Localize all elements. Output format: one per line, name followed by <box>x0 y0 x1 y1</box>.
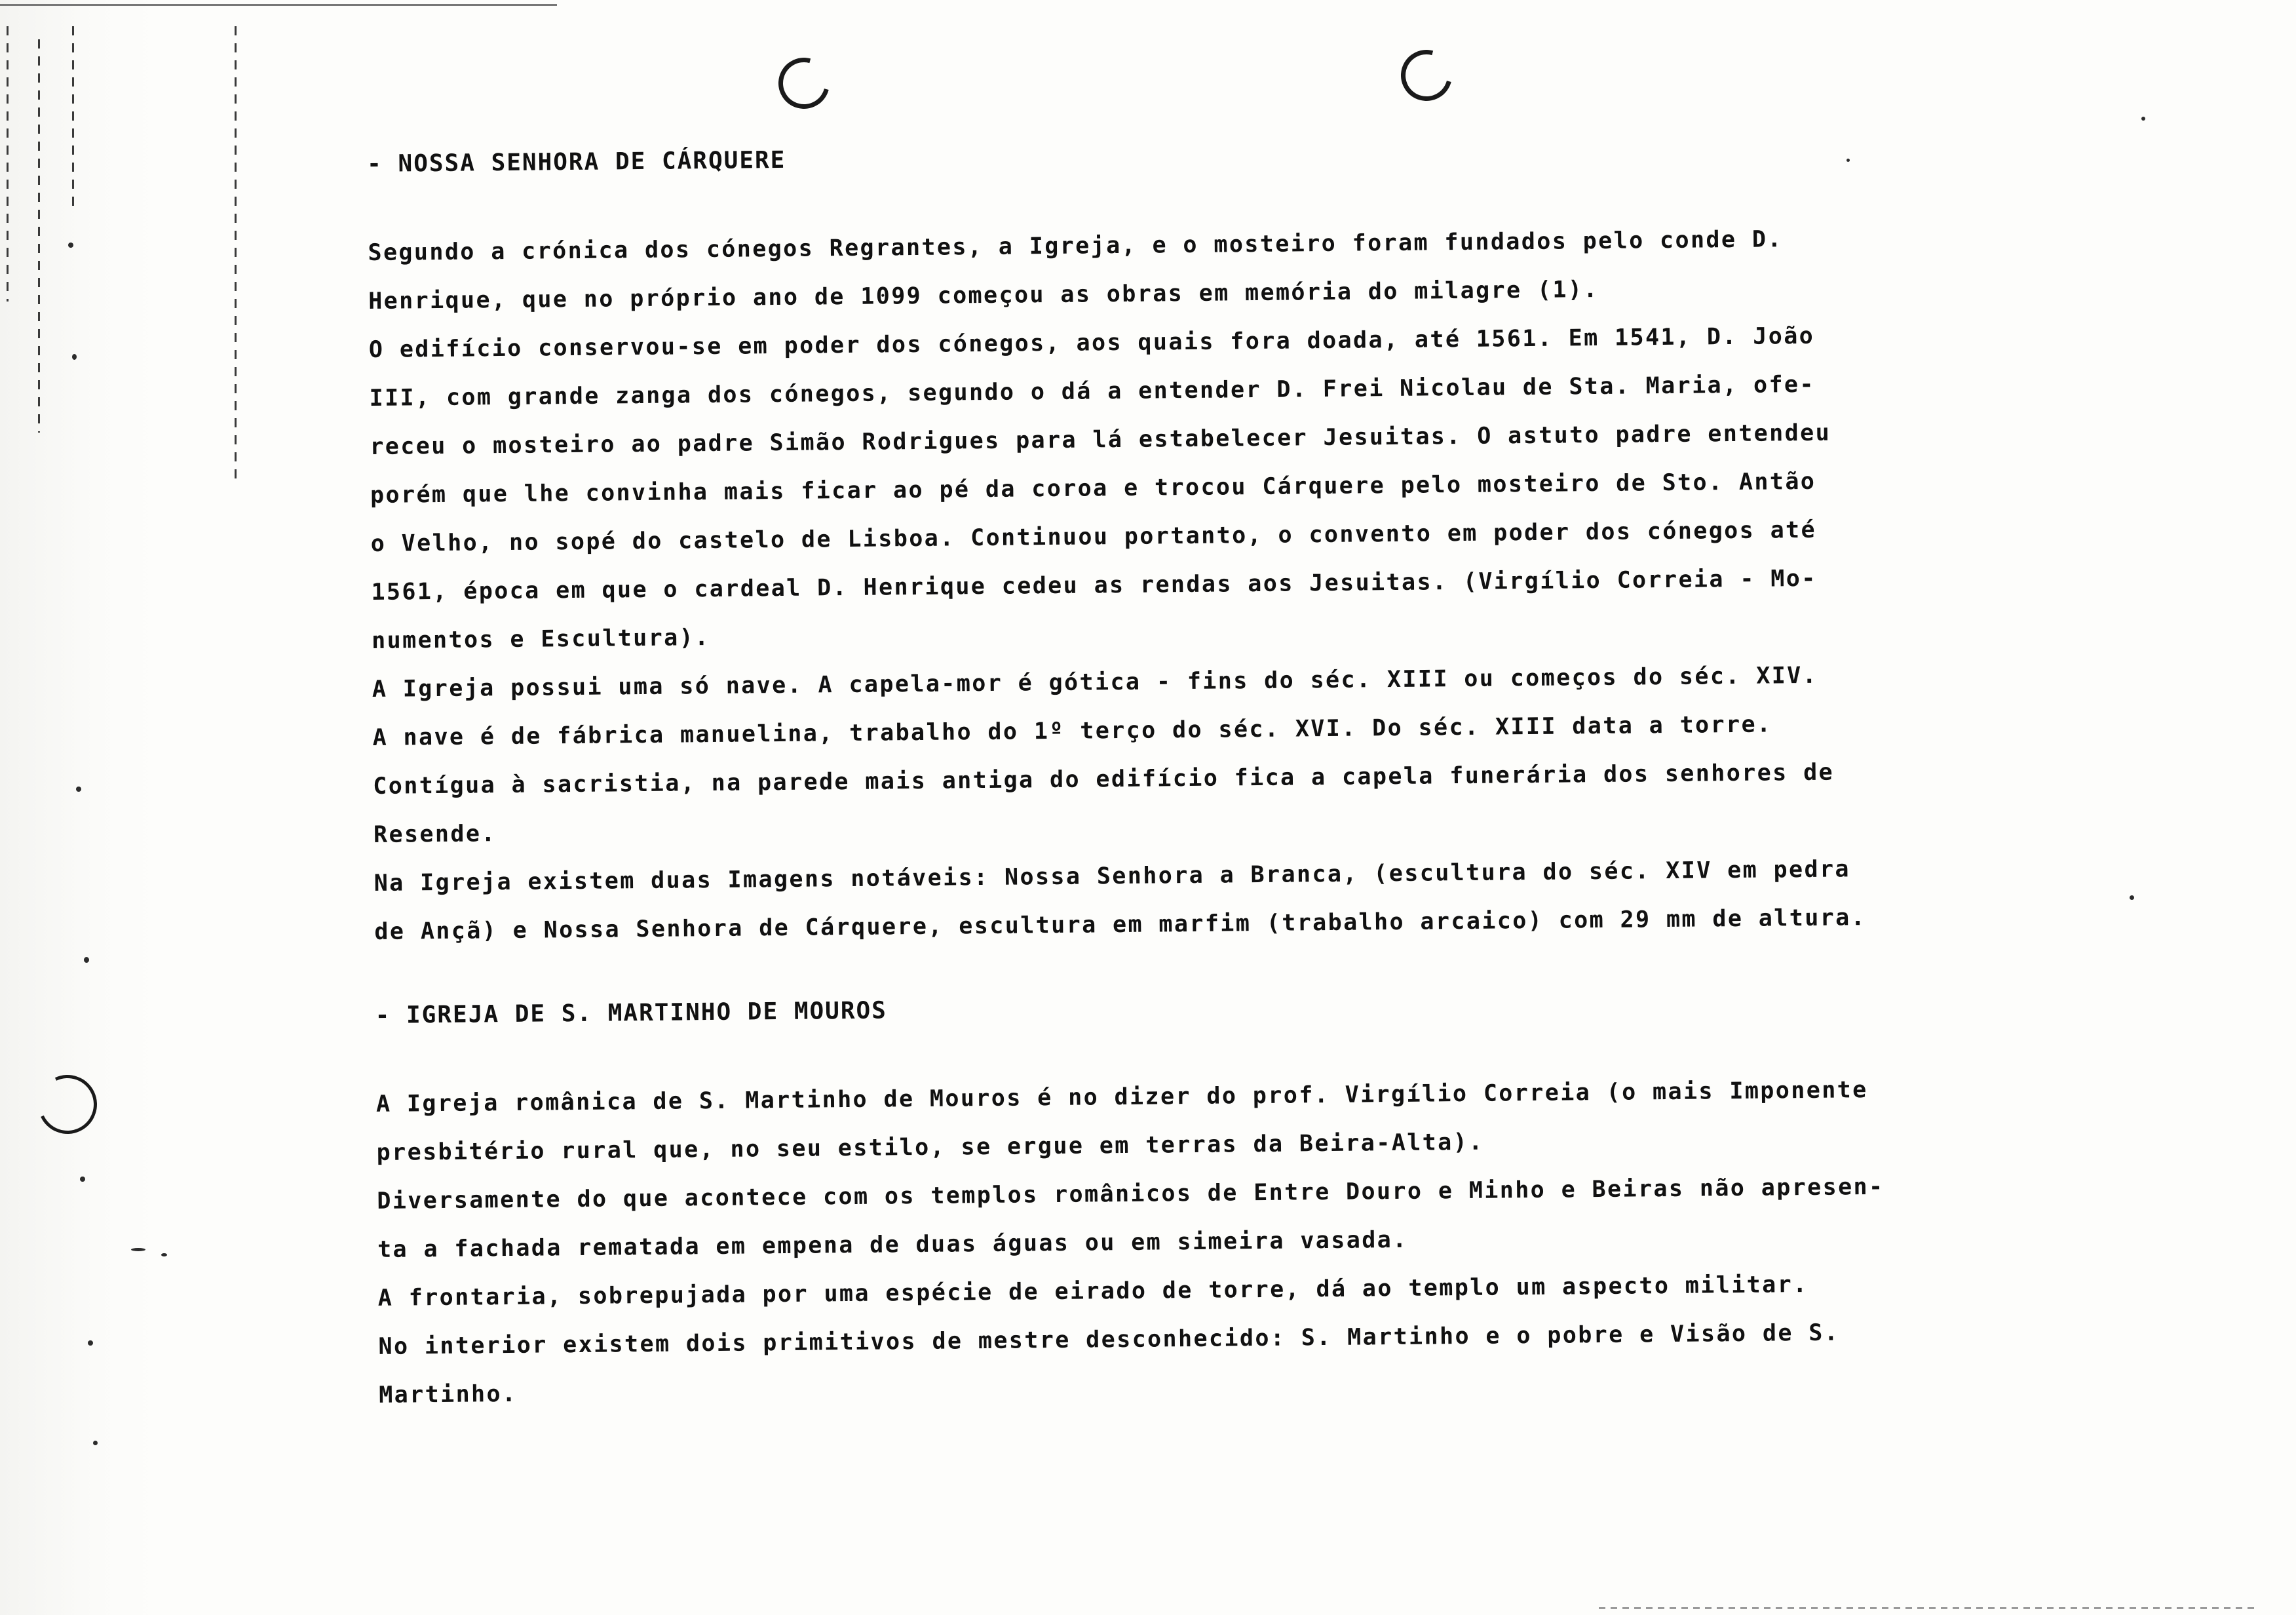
text-line: Martinho. <box>379 1380 518 1409</box>
margin-line <box>7 26 9 302</box>
text-line: Contígua à sacristia, na parede mais antiga do edifício fica a capela funerária dos senhores de <box>373 759 1835 800</box>
text-line: III, com grande zanga dos cónegos, segundo o dá a entender D. Frei Nicolau de Sta. Maria, ofe- <box>369 371 1816 412</box>
section-igreja-s-martinho <box>375 986 2017 1420</box>
text-line: No interior existem dois primitivos de mestre desconhecido: S. Martinho e o pobre e Visão de S. <box>378 1319 1840 1360</box>
binder-edge <box>0 0 157 1615</box>
speck <box>72 354 77 360</box>
margin-line <box>38 39 40 433</box>
speck <box>131 1248 145 1251</box>
text-line: Diversamente do que acontece com os templos românicos de Entre Douro e Minho e Beiras não apresen- <box>377 1173 1885 1215</box>
binder-hole-mark <box>1392 41 1462 111</box>
section-nossa-senhora-carquere <box>367 135 2013 956</box>
margin-line <box>235 26 237 485</box>
speck <box>80 1177 85 1182</box>
speck <box>88 1340 93 1346</box>
text-line: o Velho, no sopé do castelo de Lisboa. Continuou portanto, o convento em poder dos cónegos até <box>370 516 1817 557</box>
text-line: O edifício conservou-se em poder dos cónegos, aos quais fora doada, até 1561. Em 1541, D. João <box>368 322 1815 363</box>
section-heading: - NOSSA SENHORA DE CÁRQUERE <box>367 146 786 178</box>
text-line: ta a fachada rematada em empena de duas águas ou em simeira vasada. <box>377 1226 1408 1263</box>
speck <box>161 1253 167 1256</box>
speck <box>93 1441 98 1445</box>
section-text <box>376 1064 2018 1420</box>
text-line: Segundo a crónica dos cónegos Regrantes, a Igreja, e o mosteiro foram fundados pelo conde D. <box>368 226 1783 266</box>
text-line: Na Igreja existem duas Imagens notáveis: Nossa Senhora a Branca, (escultura do séc. XIV em pedra <box>373 856 1851 897</box>
text-line: presbitério rural que, no seu estilo, se ergue em terras da Beira-Alta). <box>376 1129 1484 1166</box>
text-line: porém que lhe convinha mais ficar ao pé da coroa e trocou Cárquere pelo mosteiro de Sto. Antão <box>370 468 1816 509</box>
section-heading: - IGREJA DE S. MARTINHO DE MOUROS <box>375 997 888 1029</box>
scan-top-rule <box>0 4 557 6</box>
text-line: A nave é de fábrica manuelina, trabalho do 1º terço do séc. XVI. Do séc. XIII data a torre. <box>372 711 1772 751</box>
text-line: receu o mosteiro ao padre Simão Rodrigues para lá estabelecer Jesuitas. O astuto padre entendeu <box>370 419 1831 460</box>
text-line: A Igreja românica de S. Martinho de Mouros é no dizer do prof. Virgílio Correia (o mais Imponente <box>375 1077 1868 1118</box>
text-line: A frontaria, sobrepujada por uma espécie de eirado de torre, dá ao templo um aspecto militar. <box>377 1271 1808 1312</box>
margin-line <box>72 26 74 210</box>
speck <box>84 957 89 963</box>
text-line: Henrique, que no próprio ano de 1099 começou as obras em memória do milagre (1). <box>368 276 1599 315</box>
speck <box>2130 895 2134 900</box>
binder-hole-mark <box>769 49 839 119</box>
speck <box>76 787 81 792</box>
speck <box>2141 117 2145 121</box>
speck <box>68 243 73 248</box>
text-line: 1561, época em que o cardeal D. Henrique cedeu as rendas aos Jesuitas. (Virgílio Correia - Mo- <box>371 565 1817 606</box>
section-text <box>368 213 2013 956</box>
text-line: A Igreja possui uma só nave. A capela-mor é gótica - fins do séc. XIII ou começos do séc. XIV. <box>372 662 1818 703</box>
text-line: de Ançã) e Nossa Senhora de Cárquere, escultura em marfim (trabalho arcaico) com 29 mm de altura. <box>374 905 1867 945</box>
scan-bottom-edge <box>1599 1607 2254 1609</box>
text-line: numentos e Escultura). <box>371 625 710 654</box>
document-body <box>367 135 2017 1420</box>
text-line: Resende. <box>373 821 497 848</box>
